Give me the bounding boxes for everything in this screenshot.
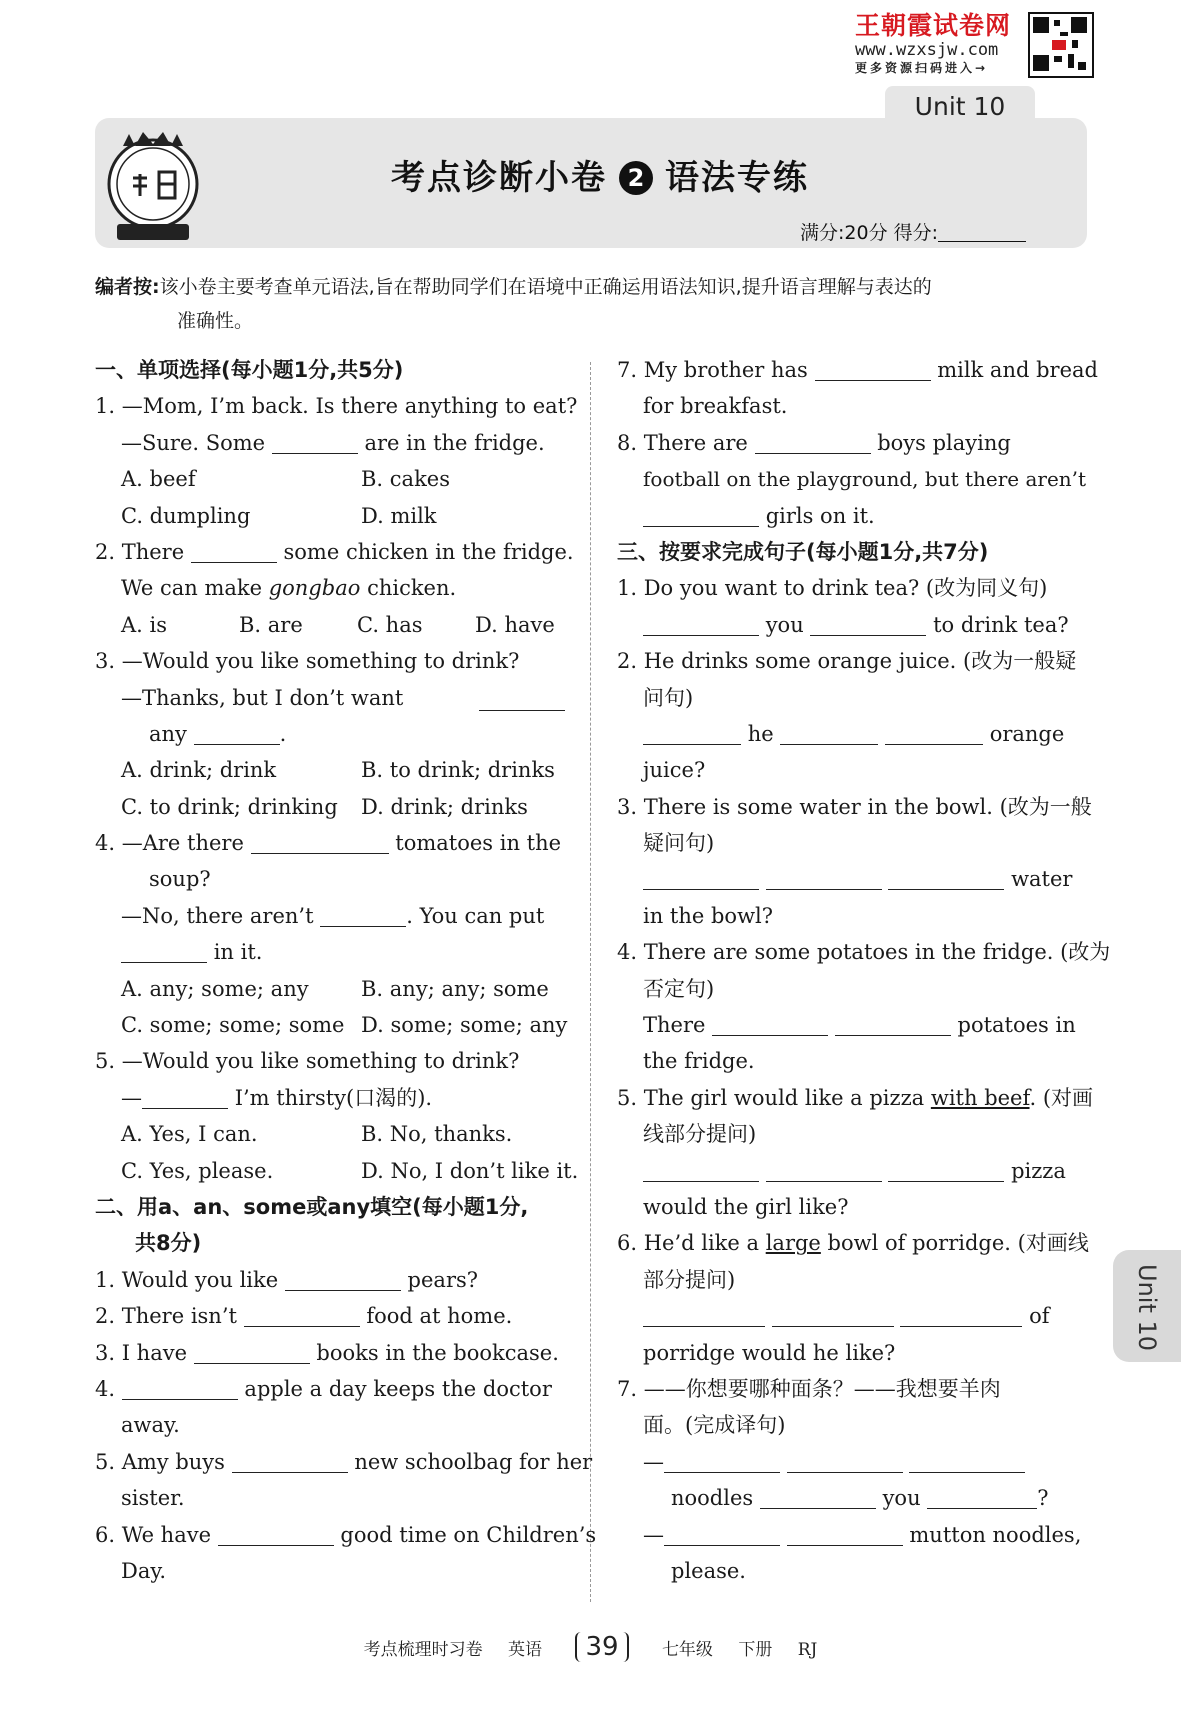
r2-line3 [617, 716, 1089, 752]
r7-blank-2[interactable] [787, 1448, 903, 1473]
footer-series: 考点梳理时习卷 [363, 1640, 483, 1660]
q5-dash: — [121, 1085, 142, 1110]
f5-blank[interactable] [232, 1448, 348, 1473]
f8-text: 8. There are [617, 430, 748, 455]
r7-dash: — [643, 1449, 664, 1474]
r7-text3: mutton noodles, [909, 1522, 1082, 1547]
option-c[interactable]: C. Yes, please. [121, 1158, 274, 1183]
column-divider [590, 362, 591, 1602]
q5-text: I’m thirsty(口渴的). [234, 1085, 433, 1110]
f7-blank[interactable] [815, 356, 931, 381]
footer-subject: 英语 [508, 1640, 543, 1660]
page-title [300, 150, 900, 199]
r5-blank-3[interactable] [888, 1157, 1004, 1182]
f4-line [95, 1371, 565, 1407]
q4-blank-1[interactable] [251, 829, 389, 854]
r7-blank-3[interactable] [909, 1448, 1025, 1473]
title-left: 考点诊断小卷 [391, 158, 607, 198]
r2-blank-1[interactable] [643, 720, 741, 745]
r6-line4: porridge would he like? [643, 1340, 896, 1365]
r7-dash2: — [643, 1522, 664, 1547]
r6-blank-3[interactable] [900, 1302, 1022, 1327]
f1-line [95, 1262, 565, 1298]
q3-period: . [279, 721, 287, 746]
f8-blank-1[interactable] [755, 429, 871, 454]
option-b[interactable]: B. are [239, 612, 303, 637]
r5-blank-2[interactable] [766, 1157, 882, 1182]
footer-volume: 下册 [738, 1640, 773, 1660]
brand-name: 王朝霞试卷网 [855, 11, 1012, 40]
f3-line [95, 1335, 565, 1371]
option-b[interactable]: B. cakes [361, 467, 450, 492]
section-3-heading: 三、按要求完成句子(每小题1分,共7分) [617, 539, 989, 564]
q2-blank[interactable] [191, 538, 277, 563]
editor-note [95, 270, 1090, 338]
r7-line5 [617, 1517, 1089, 1553]
r7-text2: you [882, 1486, 921, 1511]
section-2-heading: 二、用a、an、some或any填空(每小题1分, [95, 1194, 529, 1219]
r3-line4: in the bowl? [643, 903, 774, 928]
score-blank[interactable] [938, 223, 1026, 242]
q4-line3 [95, 898, 565, 934]
r5-line3 [617, 1153, 1089, 1189]
option-a[interactable]: A. Yes, I can. [121, 1122, 258, 1147]
r1-blank-2[interactable] [810, 611, 926, 636]
option-b[interactable]: B. to drink; drinks [361, 758, 555, 783]
section-2-heading-cont: 共8分) [135, 1231, 202, 1256]
q4-text: 4. —Are there [95, 831, 244, 856]
q3-line1: 3. —Would you like something to drink? [95, 649, 520, 674]
footer-grade: 七年级 [661, 1640, 713, 1660]
option-a[interactable]: A. beef [121, 467, 196, 492]
q2-line1 [95, 534, 574, 570]
q3-blank-2[interactable] [194, 720, 280, 745]
f7-line2: for breakfast. [643, 394, 788, 419]
option-c[interactable]: C. dumpling [121, 503, 251, 528]
r7-line6: please. [671, 1558, 746, 1583]
q4-blank-3[interactable] [121, 938, 207, 963]
r5-line2: 线部分提问) [643, 1122, 757, 1147]
r3-blank-2[interactable] [766, 865, 882, 890]
f1-text2: pears? [407, 1267, 479, 1292]
r5-text2: . (对画 [1029, 1085, 1094, 1110]
q1-options-cd [95, 498, 565, 534]
option-b[interactable]: B. No, thanks. [361, 1122, 513, 1147]
score-text: 满分:20分 得分: [800, 222, 939, 244]
q4-options-ab [95, 971, 565, 1007]
f4-text: 4. [95, 1376, 116, 1401]
brand-url: www.wzxsjw.com [855, 40, 999, 60]
r4-line3 [617, 1007, 1089, 1043]
page-number: 39 [575, 1632, 628, 1662]
r4-blank-2[interactable] [835, 1011, 951, 1036]
r7-text: noodles [671, 1486, 754, 1511]
r7-blank-7[interactable] [787, 1521, 903, 1546]
r6-line3 [617, 1298, 1089, 1334]
f6-line2: Day. [121, 1558, 167, 1583]
f2-text2: food at home. [366, 1304, 513, 1329]
q4-text2: tomatoes in the [395, 831, 562, 856]
option-a[interactable]: A. is [121, 612, 168, 637]
note-label: 编者按: [95, 276, 160, 298]
option-c[interactable]: C. has [357, 612, 423, 637]
r6-text2: bowl of porridge. (对画线 [820, 1231, 1089, 1256]
option-d[interactable]: D. have [475, 612, 555, 637]
r5-blank-1[interactable] [643, 1157, 759, 1182]
f3-blank[interactable] [194, 1339, 310, 1364]
r1-text: you [765, 612, 804, 637]
r2-blank-3[interactable] [885, 720, 983, 745]
q2-options [95, 607, 565, 643]
q2-text3: We can make [121, 576, 269, 601]
r7-blank-1[interactable] [664, 1448, 780, 1473]
unit-tab: Unit 10 [885, 86, 1035, 128]
option-a[interactable]: A. any; some; any [121, 976, 309, 1001]
qr-code-icon [1028, 12, 1094, 78]
r2-line1: 2. He drinks some orange juice. (改为一般疑 [617, 649, 1077, 674]
r6-underlined: large [765, 1231, 821, 1256]
q4-options-cd [95, 1007, 568, 1043]
r1-line2 [617, 607, 1089, 643]
r7-blank-6[interactable] [664, 1521, 780, 1546]
r5-text: 5. The girl would like a pizza [617, 1085, 931, 1110]
r7-qmark: ? [1037, 1486, 1049, 1511]
q4-text4: . You can put [406, 903, 545, 928]
f5-line2: sister. [121, 1486, 185, 1511]
right-column [617, 352, 1111, 1589]
r6-text3: of [1029, 1304, 1050, 1329]
q4-text3: —No, there aren’t [121, 903, 314, 928]
q4-line1 [95, 825, 565, 861]
q1-options-ab [95, 461, 565, 497]
left-column [95, 352, 597, 1589]
page-footer [0, 1632, 1181, 1662]
r2-text2: orange [989, 721, 1065, 746]
f6-text2: good time on Children’s [340, 1522, 597, 1547]
note-line2: 准确性。 [177, 310, 254, 332]
option-c[interactable]: C. some; some; some [121, 1013, 345, 1038]
r7-line2: 面。(完成译句) [643, 1413, 786, 1438]
q3-text: —Thanks, but I don’t want [121, 685, 404, 710]
q3-options-ab [95, 752, 565, 788]
f8-line2: football on the playground, but there aren’t [643, 467, 1087, 492]
r2-blank-2[interactable] [780, 720, 878, 745]
q5-blank[interactable] [142, 1084, 228, 1109]
title-number-badge: 2 [619, 161, 653, 195]
r3-line2: 疑问句) [643, 831, 715, 856]
f2-line [95, 1298, 565, 1334]
brand-block [855, 12, 1035, 76]
f5-text2: new schoolbag for her [354, 1449, 593, 1474]
f5-line [95, 1444, 593, 1480]
option-a[interactable]: A. drink; drink [121, 758, 277, 783]
f7-line [617, 352, 1098, 388]
r2-text: he [747, 721, 774, 746]
f1-text: 1. Would you like [95, 1267, 279, 1292]
r7-line1: 7. ——你想要哪种面条？——我想要羊肉 [617, 1376, 1001, 1401]
f6-line [95, 1517, 597, 1553]
r3-blank-1[interactable] [643, 865, 759, 890]
option-b[interactable]: B. any; any; some [361, 976, 549, 1001]
f7-text2: milk and bread [937, 358, 1098, 382]
f8-text2: boys playing [877, 430, 1011, 455]
q1-text: —Sure. Some [121, 430, 266, 455]
f5-text: 5. Amy buys [95, 1449, 225, 1474]
footer-edition: RJ [797, 1640, 818, 1660]
q2-italic: gongbao [268, 576, 361, 601]
q2-line2 [95, 570, 565, 606]
r7-line3 [617, 1444, 1089, 1480]
q1-line2 [95, 425, 565, 461]
r4-line1: 4. There are some potatoes in the fridge. (改为 [617, 940, 1111, 965]
f3-text2: books in the bookcase. [316, 1340, 559, 1365]
section-1-heading: 一、单项选择(每小题1分,共5分) [95, 358, 404, 382]
q3-options-cd [95, 789, 565, 825]
r5-text3: pizza [1011, 1158, 1066, 1183]
q4-blank-2[interactable] [320, 902, 406, 927]
q3-line2 [95, 680, 565, 716]
brand-tagline: 更多资源扫码进入→ [855, 61, 989, 75]
q5-line1: 5. —Would you like something to drink? [95, 1049, 520, 1074]
r4-line2: 否定句) [643, 976, 715, 1001]
f8-line3 [617, 498, 1089, 534]
score-line [800, 218, 1026, 245]
q2-text: 2. There [95, 539, 185, 564]
q1-blank[interactable] [272, 429, 358, 454]
q3-text2: any [149, 721, 187, 746]
q1-text2: are in the fridge. [364, 430, 545, 455]
f2-text: 2. There isn’t [95, 1304, 237, 1329]
q5-options-cd [95, 1153, 579, 1189]
r4-line4: the fridge. [643, 1049, 755, 1074]
r6-blank-2[interactable] [772, 1302, 894, 1327]
r6-line2: 部分提问) [643, 1267, 736, 1292]
r6-blank-1[interactable] [643, 1302, 765, 1327]
option-d[interactable]: D. No, I don’t like it. [361, 1158, 579, 1183]
f4-text2: apple a day keeps the doctor [244, 1376, 552, 1401]
q5-line2 [95, 1080, 565, 1116]
title-right: 语法专练 [665, 158, 809, 198]
r6-line1 [617, 1225, 1089, 1261]
q4-text5: in it. [213, 940, 263, 965]
q1-line1: 1. —Mom, I’m back. Is there anything to eat? [95, 394, 578, 419]
r1-blank-1[interactable] [643, 611, 759, 636]
r3-line3 [617, 861, 1089, 897]
f4-line2: away. [121, 1413, 180, 1438]
r4-blank-1[interactable] [712, 1011, 828, 1036]
f4-blank[interactable] [122, 1375, 238, 1400]
r5-line1 [617, 1080, 1094, 1116]
r4-text2: potatoes in [957, 1013, 1076, 1038]
f1-blank[interactable] [285, 1266, 401, 1291]
q2-text2: some chicken in the fridge. [283, 539, 574, 564]
side-tab-label: Unit 10 [1133, 1264, 1161, 1352]
option-c[interactable]: C. to drink; drinking [121, 794, 338, 819]
f8-text3: girls on it. [765, 503, 875, 528]
option-d[interactable]: D. some; some; any [361, 1013, 568, 1038]
publisher-logo-icon [103, 128, 203, 246]
r5-line4: would the girl like? [643, 1194, 849, 1219]
f2-blank[interactable] [244, 1302, 360, 1327]
r7-blank-5[interactable] [927, 1484, 1037, 1509]
r1-text2: to drink tea? [933, 612, 1069, 637]
f8-blank-2[interactable] [643, 502, 759, 527]
r7-blank-4[interactable] [760, 1484, 876, 1509]
note-line1: 该小卷主要考查单元语法,旨在帮助同学们在语境中正确运用语法知识,提升语言理解与表达的 [159, 276, 932, 298]
option-d[interactable]: D. milk [361, 503, 437, 528]
option-d[interactable]: D. drink; drinks [361, 794, 528, 819]
r2-line2: 问句) [643, 685, 694, 710]
q3-line3 [95, 716, 565, 752]
r6-text: 6. He’d like a [617, 1231, 766, 1256]
r1-line1: 1. Do you want to drink tea? (改为同义句) [617, 576, 1048, 601]
r5-underlined: with beef [930, 1085, 1030, 1110]
q3-blank-1[interactable] [479, 686, 565, 711]
q4-line4 [95, 934, 565, 970]
r2-line4: juice? [643, 758, 706, 783]
r3-text: water [1011, 867, 1073, 892]
r4-text: There [643, 1013, 706, 1038]
f6-blank[interactable] [218, 1521, 334, 1546]
r3-line1: 3. There is some water in the bowl. (改为一般 [617, 794, 1092, 819]
r3-blank-3[interactable] [888, 865, 1004, 890]
q4-line2: soup? [149, 867, 211, 892]
q2-text4: chicken. [360, 576, 457, 601]
side-unit-tab [1113, 1250, 1181, 1362]
f6-text: 6. We have [95, 1522, 212, 1547]
f7-text: 7. My brother has [617, 358, 808, 382]
r7-line4 [617, 1480, 1089, 1516]
f3-text: 3. I have [95, 1340, 188, 1365]
q5-options-ab [95, 1116, 565, 1152]
f8-line [617, 425, 1089, 461]
